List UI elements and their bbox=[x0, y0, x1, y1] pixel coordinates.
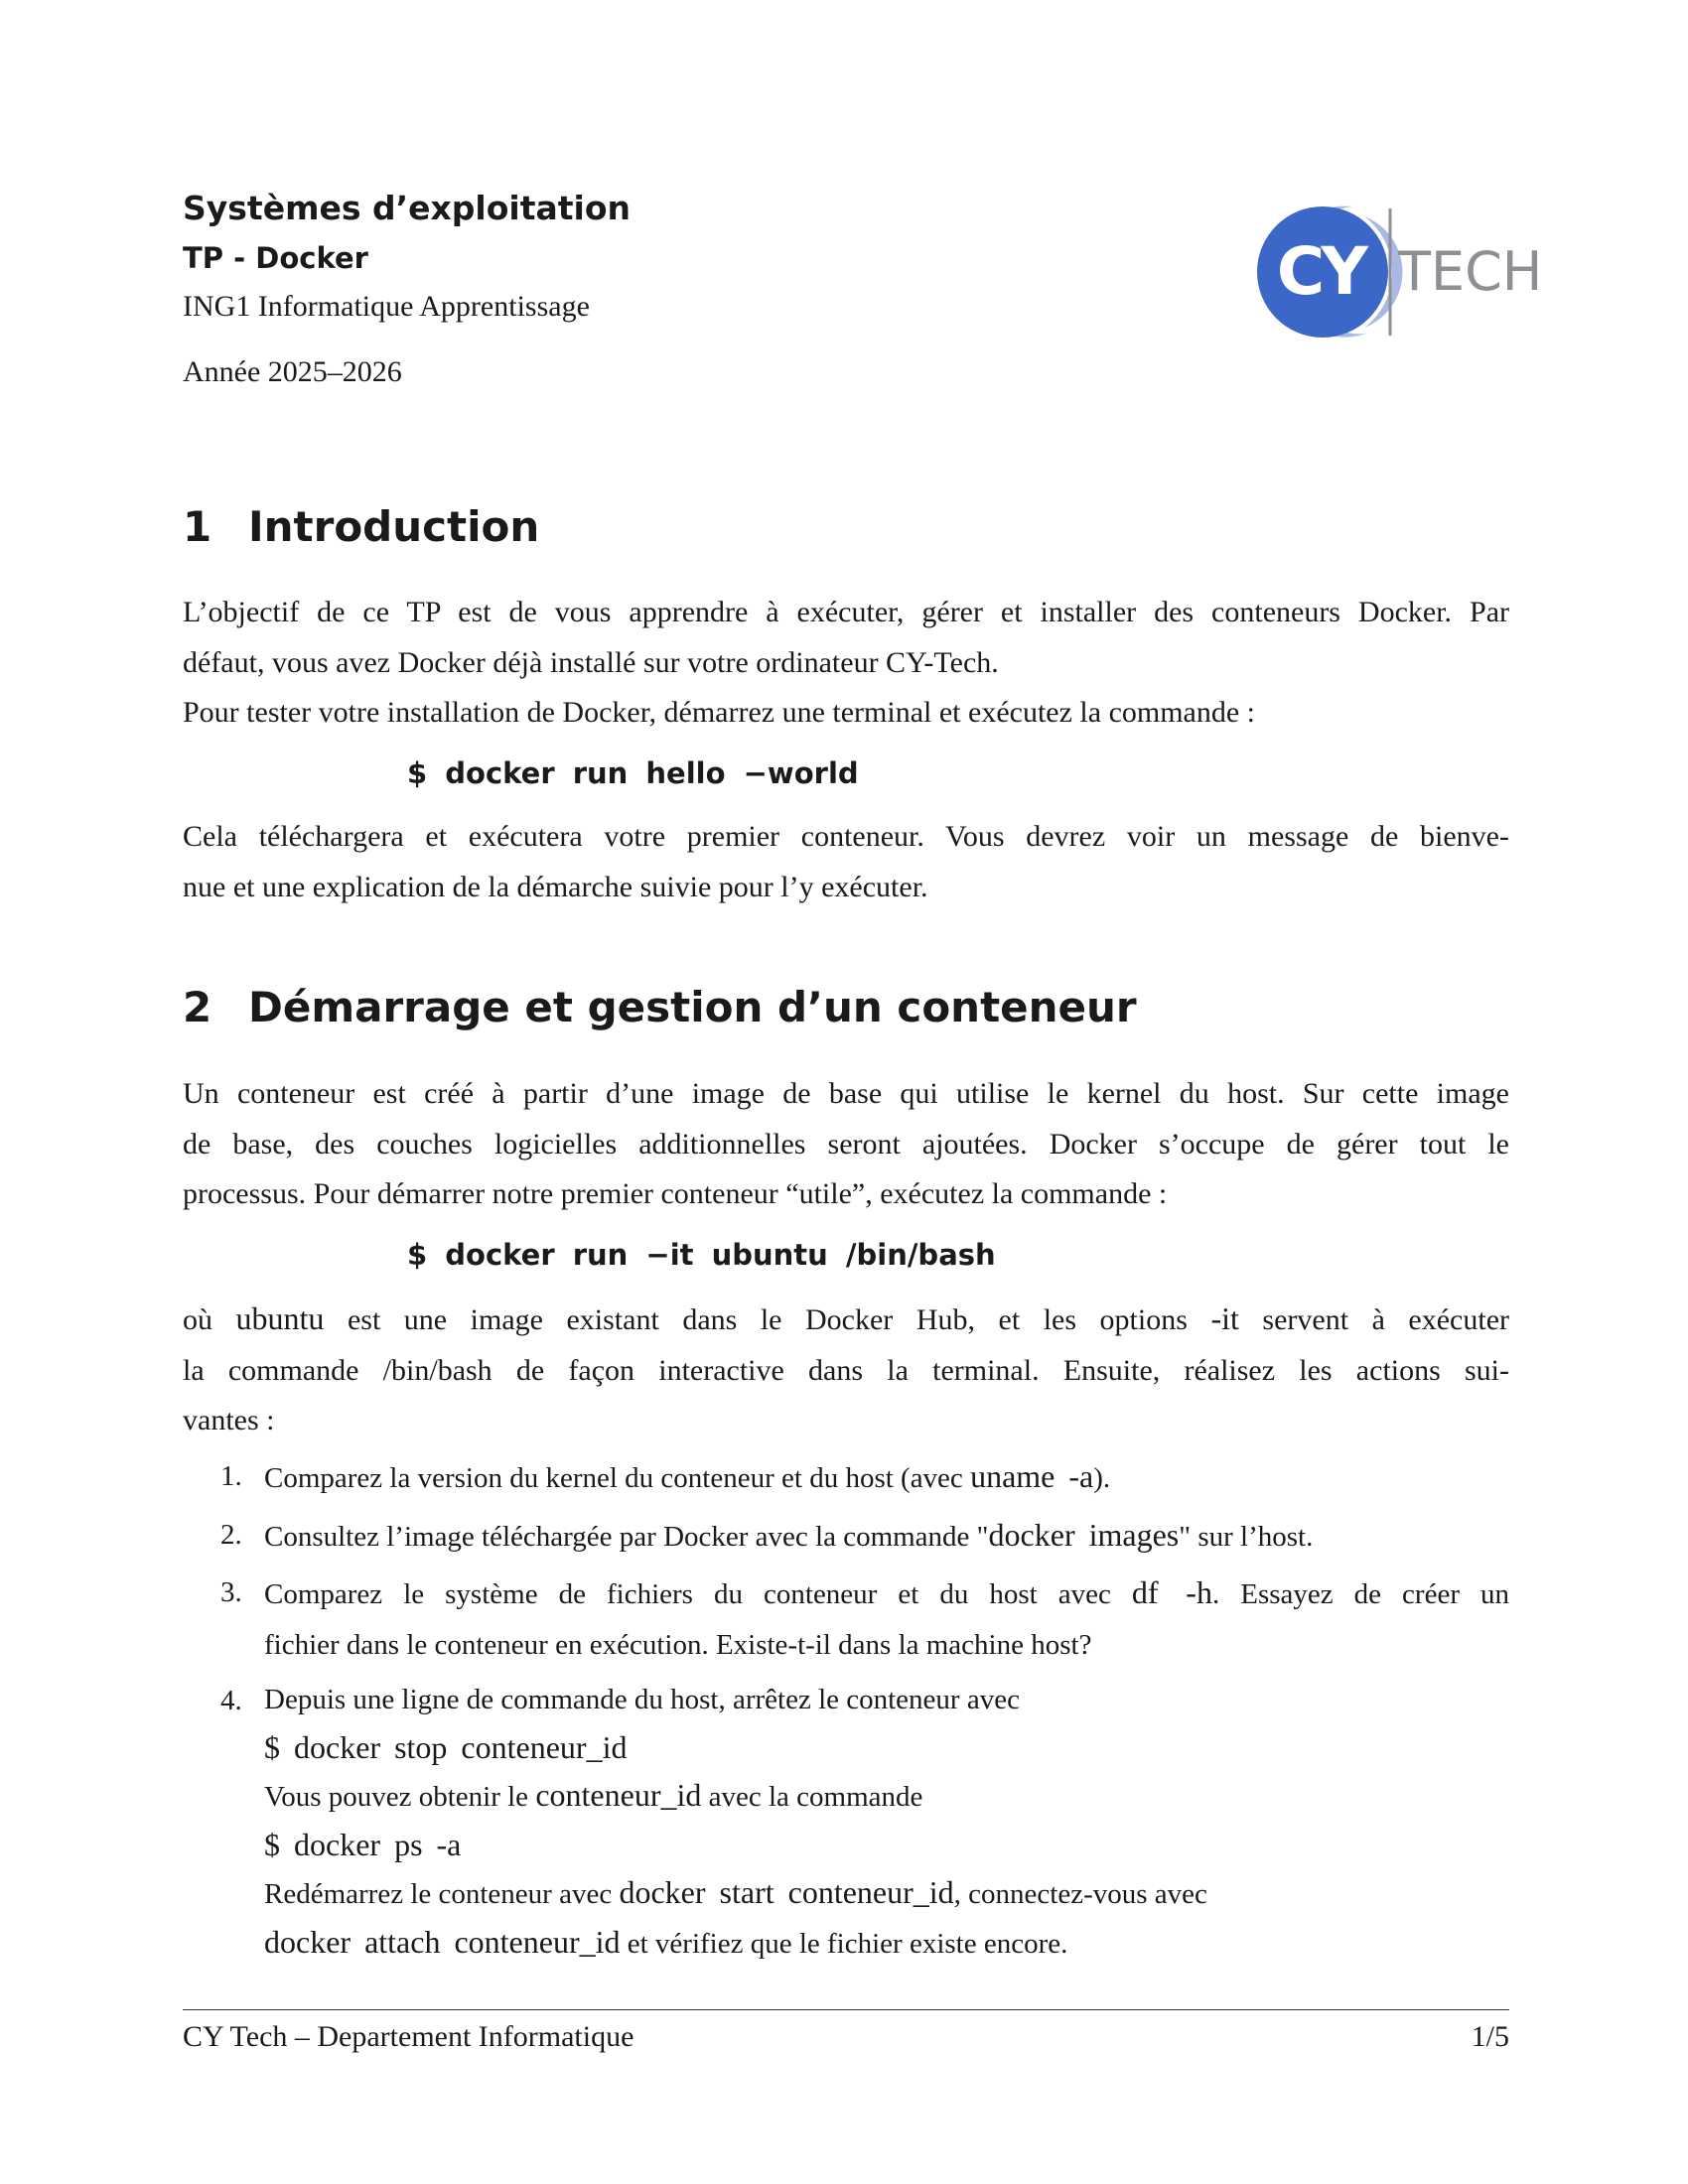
docker-ps-command: $ docker ps -a bbox=[264, 1827, 462, 1862]
course-title: Systèmes d’exploitation bbox=[183, 189, 632, 227]
inline-code-docker-attach: docker attach conteneur_id bbox=[264, 1924, 621, 1960]
inline-code-docker-start: docker start conteneur_id bbox=[619, 1874, 954, 1910]
section-1-heading: 1 Introduction bbox=[183, 502, 540, 551]
footer-divider bbox=[183, 2009, 1509, 2010]
inline-code-ubuntu: ubuntu bbox=[235, 1300, 325, 1336]
step-item: 2. Consultez l’image téléchargée par Docker avec la commande "docker images" sur l’host. bbox=[220, 1516, 1314, 1553]
logo-mark: CY bbox=[1276, 233, 1365, 310]
docker-stop-command: $ docker stop conteneur_id bbox=[264, 1729, 628, 1765]
inline-code-docker-images: docker images bbox=[988, 1516, 1180, 1553]
hello-world-command: $ docker run hello −world bbox=[407, 756, 859, 790]
inline-code-conteneur-id: conteneur_id bbox=[535, 1777, 702, 1813]
academic-year: Année 2025–2026 bbox=[183, 355, 402, 388]
section-2-paragraph-2: où ubuntu est une image existant dans le Docker Hub, et les options -it servent à exécuter la commande /bin/bash de façon interactive dans la terminal. Ensuite, réalisez les actions sui- vantes : bbox=[183, 1300, 1509, 1436]
inline-code-df: df -h bbox=[1131, 1574, 1212, 1610]
tp-title: TP - Docker bbox=[183, 241, 368, 275]
inline-code-it: -it bbox=[1210, 1300, 1239, 1336]
step-item: 4. Depuis une ligne de commande du host, arrêtez le conteneur avec $ docker stop conteneur_id Vous pouvez obtenir le conteneur_id avec la commande $ docker ps -a Redémarrez le conteneur avec docker start conteneur_id, connectez-vous avec docker attach conteneur_id et vérifiez que le fichier existe encore. bbox=[183, 1676, 1509, 1968]
action-steps-list bbox=[183, 1451, 1509, 1968]
footer-department: CY Tech – Departement Informatique bbox=[183, 2020, 634, 2053]
section-2-heading: 2 Démarrage et gestion d’un conteneur bbox=[183, 983, 1137, 1031]
program-name: ING1 Informatique Apprentissage bbox=[183, 290, 590, 323]
section-1-paragraph-2: Cela téléchargera et exécutera votre premier conteneur. Vous devrez voir un message de bienve- nue et une explication de la démarche suivie pour l’y exécuter. bbox=[183, 820, 1509, 903]
page-number: 1/5 bbox=[1471, 2020, 1509, 2053]
step-item: 1. Comparez la version du kernel du conteneur et du host (avec uname -a). bbox=[220, 1458, 1111, 1494]
ubuntu-run-command: $ docker run −it ubuntu /bin/bash bbox=[407, 1238, 996, 1272]
section-2-paragraph-1: Un conteneur est créé à partir d’une image de base qui utilise le kernel du host. Sur cette image de base, des couches logicielles additionnelles seront ajoutées. Docker s’occupe de gérer tout le processus. Pour démarrer notre premier conteneur “utile”, exécutez la commande : bbox=[183, 1077, 1509, 1210]
inline-code-uname: uname -a bbox=[970, 1458, 1094, 1494]
logo-text: TECH bbox=[1398, 240, 1543, 303]
section-1-paragraph-1: L’objectif de ce TP est de vous apprendre à exécuter, gérer et installer des conteneurs Docker. Par défaut, vous avez Docker déjà installé sur votre ordinateur CY-Tech. Pour tester votre installation de Docker, démarrez une terminal et exécutez la commande : bbox=[183, 596, 1509, 729]
step-item: 3. Comparez le système de fichiers du conteneur et du host avec df -h. Essayez de créer un fichier dans le conteneur en exécution. Existe-t-il dans la machine host? bbox=[220, 1574, 1510, 1661]
cy-tech-logo bbox=[1253, 203, 1543, 341]
